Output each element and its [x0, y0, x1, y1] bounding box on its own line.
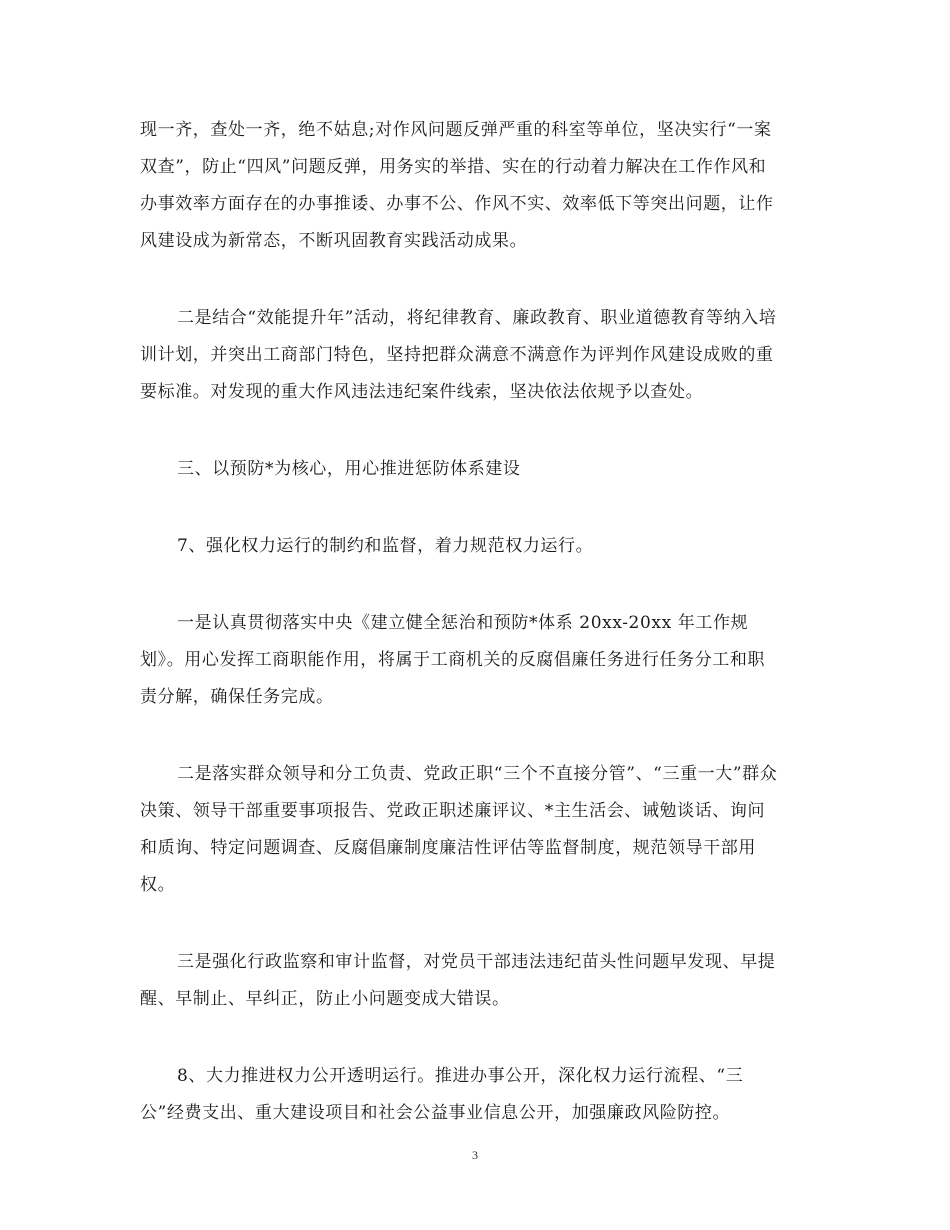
text-line: 划》。用心发挥工商职能作用，将属于工商机关的反腐倡廉任务进行任务分工和职 [140, 650, 766, 670]
paragraph [140, 605, 812, 716]
text-line: 责分解，确保任务完成。 [140, 687, 334, 707]
document-body [140, 112, 812, 1172]
text-line: 和质询、特定问题调查、反腐倡廉制度廉洁性评估等监督制度，规范领导干部用 [140, 838, 756, 858]
text-line: 双查”，防止“四风”问题反弹，用务实的举措、实在的行动着力解决在工作作风和 [140, 157, 767, 177]
text-line: 醒、早制止、早纠正，防止小问题变成大错误。 [140, 989, 510, 1009]
paragraph [140, 451, 812, 488]
paragraph [140, 300, 812, 411]
paragraph [140, 944, 812, 1018]
text-line: 三、以预防*为核心，用心推进惩防体系建设 [177, 459, 521, 479]
text-line: 训计划，并突出工商部门特色，坚持把群众满意不满意作为评判作风建设成败的重 [140, 345, 774, 365]
paragraph [140, 528, 812, 565]
text-line: 二是结合“效能提升年”活动，将纪律教育、廉政教育、职业道德教育等纳入培 [177, 308, 777, 328]
text-line: 公”经费支出、重大建设项目和社会公益事业信息公开，加强廉政风险防控。 [140, 1103, 731, 1123]
paragraph [140, 1058, 812, 1132]
page-number: 3 [472, 1148, 478, 1162]
paragraph [140, 756, 812, 904]
text-line: 二是落实群众领导和分工负责、党政正职“三个不直接分管”、“三重一大”群众 [177, 764, 778, 784]
paragraph [140, 112, 812, 260]
text-line: 要标准。对发现的重大作风违法违纪案件线索，坚决依法依规予以查处。 [140, 382, 704, 402]
text-line: 办事效率方面存在的办事推诿、办事不公、作风不实、效率低下等突出问题，让作 [140, 194, 774, 214]
text-line: 8、大力推进权力公开透明运行。推进办事公开，深化权力运行流程、“三 [177, 1066, 744, 1086]
text-line: 7、强化权力运行的制约和监督，着力规范权力运行。 [177, 536, 594, 556]
text-line: 现一齐，查处一齐，绝不姑息;对作风问题反弹严重的科室等单位，坚决实行“一案 [140, 120, 772, 140]
text-line: 决策、领导干部重要事项报告、党政正职述廉评议、*主生活会、诫勉谈话、询问 [140, 801, 766, 821]
text-line: 一是认真贯彻落实中央《建立健全惩治和预防*体系 20xx-20xx 年工作规 [177, 613, 749, 633]
text-line: 三是强化行政监察和审计监督，对党员干部违法违纪苗头性问题早发现、早提 [177, 952, 776, 972]
text-line: 风建设成为新常态，不断巩固教育实践活动成果。 [140, 231, 528, 251]
text-line: 权。 [140, 875, 176, 895]
